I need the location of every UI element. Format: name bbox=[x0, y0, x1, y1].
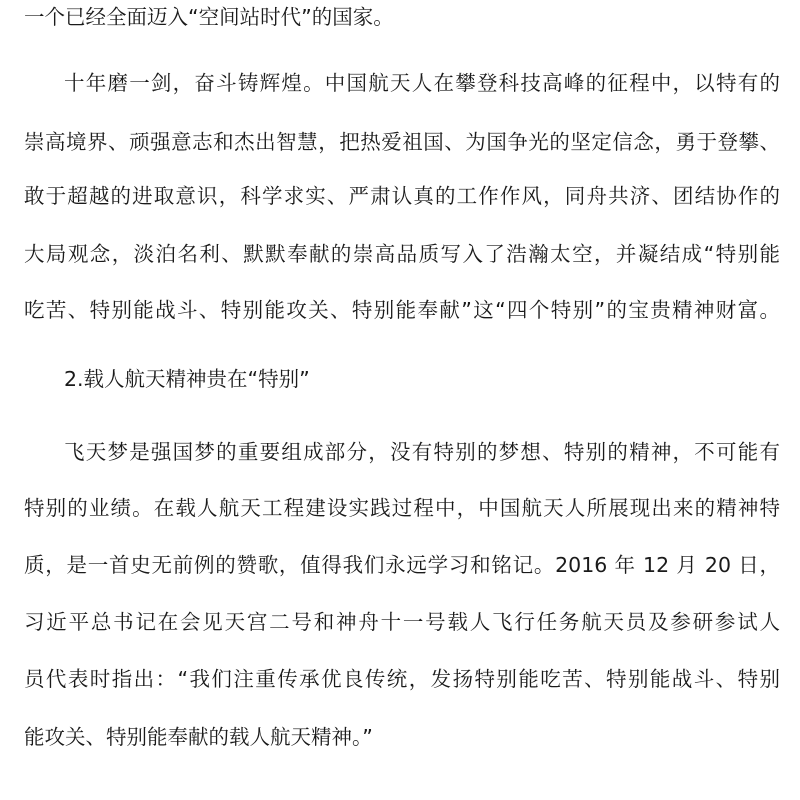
paragraph-line: 崇高境界、顽强意志和杰出智慧，把热爱祖国、为国争光的坚定信念，勇于登攀、 bbox=[24, 130, 780, 154]
section-heading: 2.载人航天精神贵在“特别” bbox=[64, 367, 310, 391]
paragraph-line: 飞天梦是强国梦的重要组成部分，没有特别的梦想、特别的精神，不可能有 bbox=[64, 440, 780, 464]
paragraph-line: 一个已经全面迈入“空间站时代”的国家。 bbox=[24, 5, 394, 29]
paragraph-line: 敢于超越的进取意识，科学求实、严肃认真的工作作风，同舟共济、团结协作的 bbox=[24, 184, 780, 208]
paragraph-line: 吃苦、特别能战斗、特别能攻关、特别能奉献”这“四个特别”的宝贵精神财富。 bbox=[24, 298, 780, 322]
paragraph-line: 习近平总书记在会见天宫二号和神舟十一号载人飞行任务航天员及参研参试人 bbox=[24, 610, 780, 634]
paragraph-line: 特别的业绩。在载人航天工程建设实践过程中，中国航天人所展现出来的精神特 bbox=[24, 496, 780, 520]
paragraph-line: 质，是一首史无前例的赞歌，值得我们永远学习和铭记。2016 年 12 月 20 日， bbox=[24, 553, 780, 577]
paragraph-line: 员代表时指出：“我们注重传承优良传统，发扬特别能吃苦、特别能战斗、特别 bbox=[24, 667, 780, 691]
paragraph-line: 十年磨一剑，奋斗铸辉煌。中国航天人在攀登科技高峰的征程中，以特有的 bbox=[64, 71, 780, 95]
paragraph-line: 能攻关、特别能奉献的载人航天精神。” bbox=[24, 725, 373, 749]
paragraph-line: 大局观念，淡泊名利、默默奉献的崇高品质写入了浩瀚太空，并凝结成“特别能 bbox=[24, 242, 780, 266]
